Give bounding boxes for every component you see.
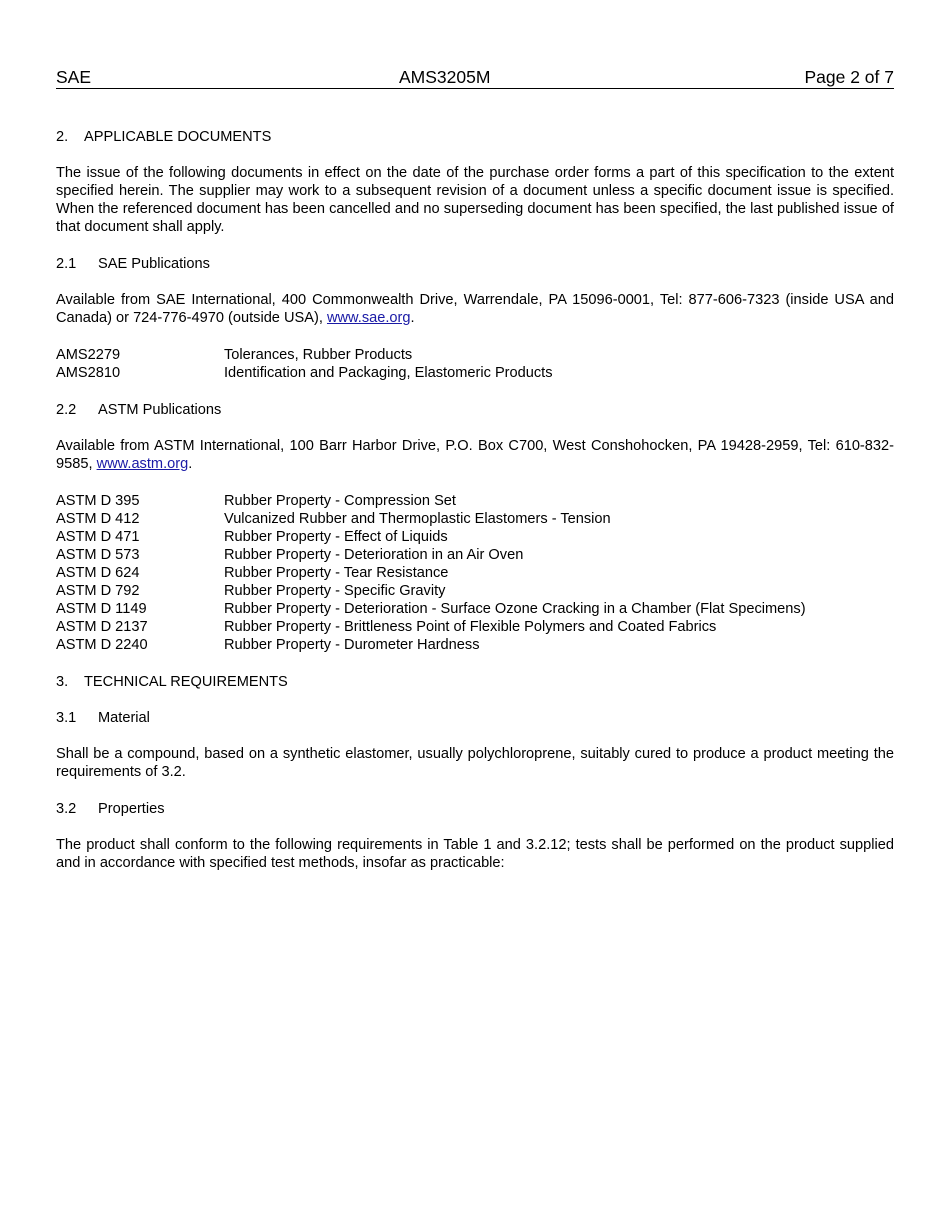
section-number: 3.2 xyxy=(56,801,77,817)
reference-title: Rubber Property - Deterioration in an Air Oven xyxy=(224,547,524,563)
reference-code: ASTM D 412 xyxy=(56,511,140,527)
section-3-2-heading xyxy=(56,800,894,818)
section-2-1-heading xyxy=(56,255,894,273)
section-number: 3.1 xyxy=(56,710,77,726)
reference-code: ASTM D 1149 xyxy=(56,601,147,617)
astm-reference-list xyxy=(56,492,894,654)
reference-row xyxy=(56,636,894,654)
reference-code: AMS2810 xyxy=(56,365,121,381)
reference-title: Rubber Property - Brittleness Point of Flexible Polymers and Coated Fabrics xyxy=(224,619,717,635)
material-paragraph: Shall be a compound, based on a synthetic elastomer, usually polychloroprene, suitably cured to produce a product meeting the requirements of 3.2. xyxy=(56,746,894,780)
reference-row xyxy=(56,564,894,582)
astm-availability-text: Available from ASTM International, 100 Barr Harbor Drive, P.O. Box C700, West Conshohocken, PA 19428-2959, Tel: 610-832-9585, xyxy=(56,438,894,472)
sae-availability-text: Available from SAE International, 400 Commonwealth Drive, Warrendale, PA 15096-0001, Tel: 877-606-7323 (inside USA and Canada) or 724-776-4970 (outside USA), xyxy=(56,292,894,326)
header-org: SAE xyxy=(56,67,92,87)
section-number: 2.1 xyxy=(56,256,77,272)
astm-availability xyxy=(56,437,894,473)
section-title: Properties xyxy=(98,801,165,817)
reference-code: AMS2279 xyxy=(56,347,121,363)
reference-code: ASTM D 2137 xyxy=(56,619,148,635)
reference-title: Rubber Property - Specific Gravity xyxy=(224,583,446,599)
reference-title: Rubber Property - Compression Set xyxy=(224,493,456,509)
reference-row xyxy=(56,582,894,600)
section-title: SAE Publications xyxy=(98,256,210,272)
sae-reference-list xyxy=(56,346,894,382)
section-number: 3. xyxy=(56,674,69,690)
section-3-1-heading xyxy=(56,709,894,727)
reference-code: ASTM D 395 xyxy=(56,493,140,509)
reference-code: ASTM D 792 xyxy=(56,583,140,599)
sae-availability-end: . xyxy=(410,310,415,326)
reference-code: ASTM D 2240 xyxy=(56,637,148,653)
section-3-heading xyxy=(56,673,894,691)
reference-code: ASTM D 573 xyxy=(56,547,140,563)
section-2-heading xyxy=(56,128,894,146)
reference-row xyxy=(56,528,894,546)
reference-title: Rubber Property - Durometer Hardness xyxy=(224,637,480,653)
section-number: 2.2 xyxy=(56,402,77,418)
section-title: ASTM Publications xyxy=(98,402,222,418)
document-body xyxy=(56,128,894,891)
reference-title: Tolerances, Rubber Products xyxy=(224,347,413,363)
reference-title: Rubber Property - Tear Resistance xyxy=(224,565,449,581)
section-title: TECHNICAL REQUIREMENTS xyxy=(84,674,288,690)
reference-title: Vulcanized Rubber and Thermoplastic Elastomers - Tension xyxy=(224,511,611,527)
section-2-2-heading xyxy=(56,401,894,419)
section-title: Material xyxy=(98,710,150,726)
page-header xyxy=(56,66,894,89)
sae-website-link[interactable]: www.sae.org xyxy=(326,310,411,326)
reference-row xyxy=(56,510,894,528)
section-title: APPLICABLE DOCUMENTS xyxy=(84,129,272,145)
astm-website-link[interactable]: www.astm.org xyxy=(96,456,189,472)
section-2-intro: The issue of the following documents in effect on the date of the purchase order forms a part of this specification to the extent specified herein. The supplier may work to a subsequent revision of a document unless a specific document issue is specified. When the referenced document has been cancelled and no superseding document has been specified, the last published issue of that document shall apply. xyxy=(56,165,894,235)
reference-code: ASTM D 624 xyxy=(56,565,140,581)
reference-title: Rubber Property - Effect of Liquids xyxy=(224,529,448,545)
reference-code: ASTM D 471 xyxy=(56,529,140,545)
reference-row xyxy=(56,346,894,364)
reference-title: Rubber Property - Deterioration - Surface Ozone Cracking in a Chamber (Flat Specimens) xyxy=(224,601,806,617)
reference-row xyxy=(56,618,894,636)
reference-row xyxy=(56,492,894,510)
reference-row xyxy=(56,364,894,382)
section-number: 2. xyxy=(56,129,69,145)
reference-row xyxy=(56,546,894,564)
astm-availability-end: . xyxy=(188,456,193,472)
reference-row xyxy=(56,600,894,618)
sae-availability xyxy=(56,291,894,327)
header-page-number: Page 2 of 7 xyxy=(804,67,894,87)
header-doc-number: AMS3205M xyxy=(399,67,491,87)
reference-title: Identification and Packaging, Elastomeric Products xyxy=(224,365,553,381)
properties-paragraph: The product shall conform to the following requirements in Table 1 and 3.2.12; tests shall be performed on the product supplied and in accordance with specified test methods, insofar as practicable: xyxy=(56,837,894,871)
